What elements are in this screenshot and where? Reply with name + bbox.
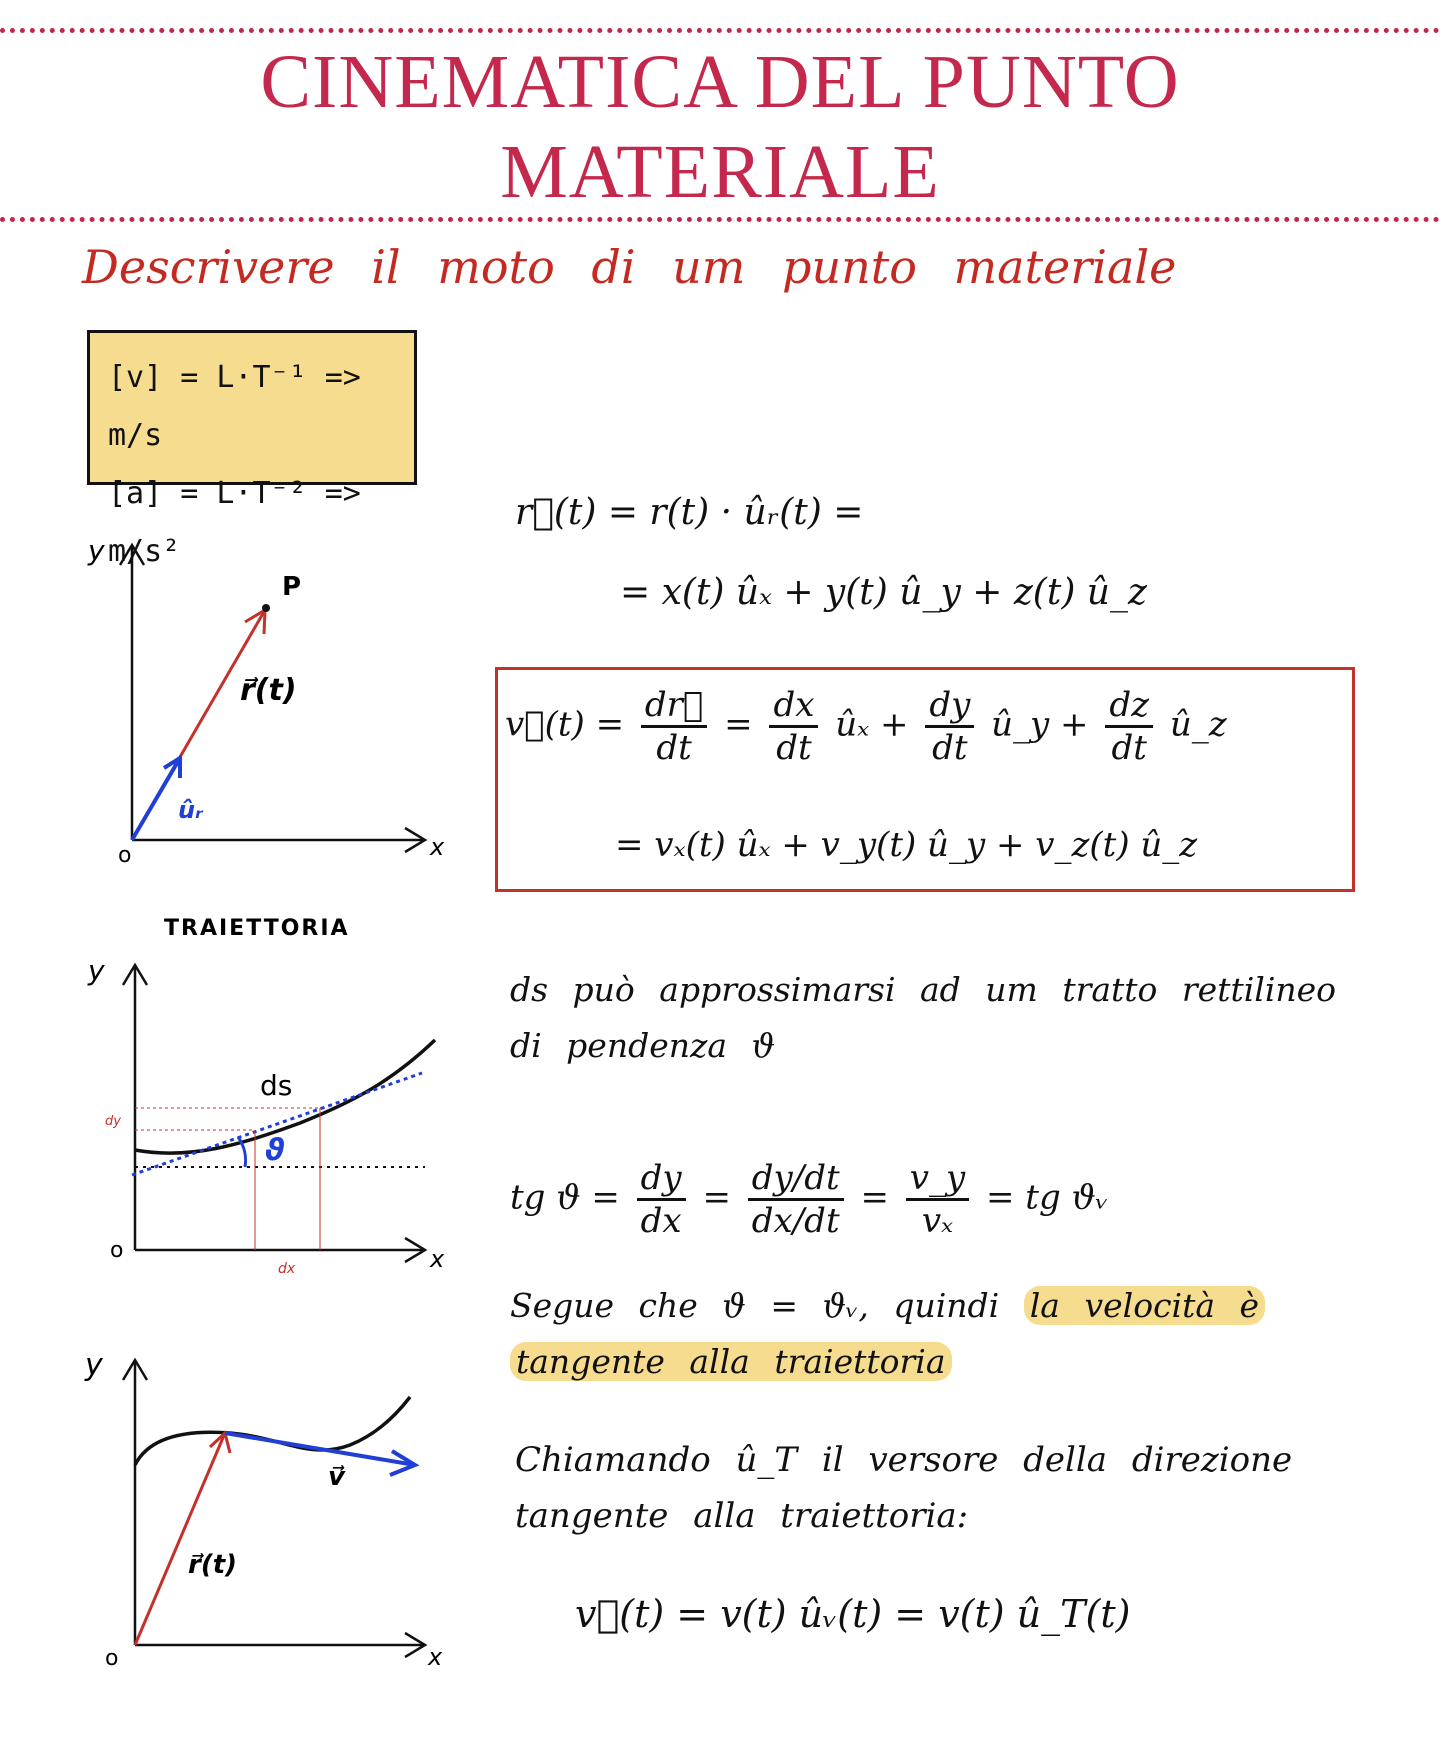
v-vector-label: v⃗ [328,1462,345,1492]
origin-label: o [118,843,132,868]
position-vector [135,1433,225,1645]
frac-den: dt [1111,728,1147,768]
frac-den: vₓ [921,1201,954,1241]
unit-vector-x: ûₓ + [835,704,909,745]
top-dotted-rule [0,28,1440,33]
fraction-vy-vx [906,1158,969,1241]
y-axis-label: y [88,954,105,987]
trajectory-caption: TRAIETTORIA [164,916,350,941]
y-axis [120,545,144,840]
frac-num: v_y [906,1158,969,1201]
velocity-equation-line1 [505,685,1227,768]
page-title-line2: MATERIALE [500,130,940,214]
equals-sign: = [860,1177,889,1218]
velocity-vector [225,1433,415,1465]
fraction-dy-dx [637,1158,686,1241]
point-p-label: P [282,572,302,602]
ds-label: ds [260,1069,293,1102]
segue-paragraph [510,1278,1340,1390]
r-vector-label: r⃗(t) [188,1550,238,1580]
final-equation: v⃗(t) = v(t) ûᵥ(t) = v(t) û_T(t) [575,1592,1131,1636]
x-axis [132,828,425,852]
section-heading: Descrivere il moto di um punto materiale [82,240,1177,294]
y-axis [123,1360,147,1645]
y-axis-label: y [88,534,105,567]
origin-label: o [110,1238,124,1263]
page-title-line1: CINEMATICA DEL PUNTO [260,40,1180,124]
unit-vector-ur [132,758,180,840]
y-axis-label: y [85,1348,103,1383]
frac-num: dy/dt [748,1158,844,1201]
bottom-dotted-rule [0,217,1440,222]
position-equation-line1: r⃗(t) = r(t) · ûᵣ(t) = [515,492,864,533]
units-box [87,330,417,569]
fraction-dz-dt [1105,685,1153,768]
unit-vector-y: û_y + [991,704,1089,745]
fraction-dy-dt [925,685,974,768]
dy-label: dy [105,1114,121,1129]
x-axis-label: x [428,1643,443,1671]
tg-lhs: tg ϑ = [510,1177,620,1218]
segue-text: Segue che ϑ = ϑᵥ, quindi [510,1286,1000,1325]
position-vector-diagram [80,530,460,870]
position-equation-line2: = x(t) ûₓ + y(t) û_y + z(t) û_z [620,572,1147,613]
fraction-dr-dt [641,685,707,768]
r-vector-label: r⃗(t) [240,673,297,708]
ds-paragraph: ds può approssimarsi ad um tratto rettilineo di pendenza ϑ [510,970,1337,1065]
origin-label: o [105,1646,119,1671]
units-velocity: [v] = L·T⁻¹ => m/s [108,360,361,453]
frac-num: dr⃗ [641,685,707,728]
chiamando-paragraph: Chiamando û_T il versore della direzione tangente alla traiettoria: [515,1440,1293,1536]
fraction-dydt-dxdt [748,1158,844,1241]
point-p-dot [262,604,270,612]
x-axis [135,1633,425,1657]
velocity-lhs: v⃗(t) = [505,704,625,745]
unit-vector-z: û_z [1169,704,1227,745]
fraction-dx-dt [769,685,818,768]
velocity-equation-line2: = vₓ(t) ûₓ + v_y(t) û_y + v_z(t) û_z [615,825,1198,865]
frac-den: dt [932,728,968,768]
frac-num: dy [637,1158,686,1201]
tangent-equation [510,1158,1109,1241]
frac-den: dx/dt [751,1201,840,1241]
x-axis [135,1238,425,1262]
trajectory-diagram [80,905,460,1275]
frac-num: dz [1105,685,1153,728]
ur-label: ûᵣ [178,796,203,824]
frac-den: dt [656,728,692,768]
equals-sign: = [702,1177,731,1218]
tg-rhs: = tg ϑᵥ [985,1177,1109,1218]
velocity-tangent-diagram [80,1335,460,1680]
units-acceleration: [a] = L·T⁻² => m/s² [108,476,361,569]
x-axis-label: x [430,833,445,861]
highlight-velocity: la velocità è [1024,1286,1265,1325]
frac-num: dx [769,685,818,728]
equals-sign: = [724,704,753,745]
theta-label: ϑ [265,1133,285,1168]
trajectory-curve [135,1397,410,1465]
frac-den: dx [640,1201,682,1241]
frac-den: dt [776,728,812,768]
x-axis-label: x [430,1245,445,1273]
dx-label: dx [278,1261,296,1275]
highlight-tangent: tangente alla traiettoria [510,1342,952,1381]
frac-num: dy [925,685,974,728]
